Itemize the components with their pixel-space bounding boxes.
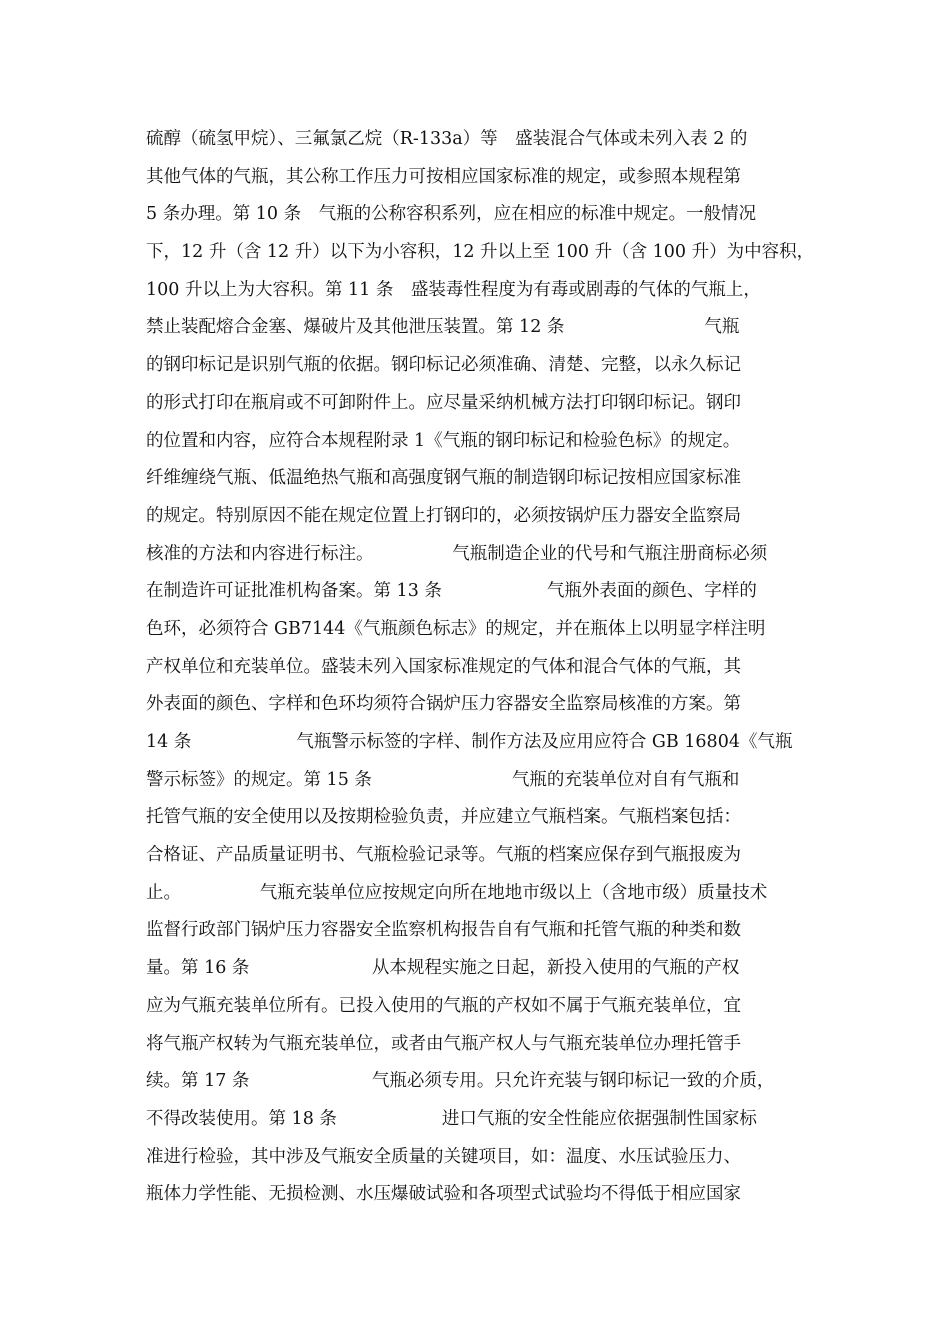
text-line: 不得改装使用。第 18 条 进口气瓶的安全性能应依据强制性国家标 [146, 1108, 757, 1129]
text-line: 警示标签》的规定。第 15 条 气瓶的充装单位对自有气瓶和 [146, 769, 740, 790]
body-text [146, 121, 826, 1214]
text-line: 14 条 气瓶警示标签的字样、制作方法及应用应符合 GB 16804《气瓶 [146, 732, 793, 752]
text-line: 在制造许可证批准机构备案。第 13 条 气瓶外表面的颜色、字样的 [146, 581, 757, 602]
text-line: 下，12 升（含 12 升）以下为小容积，12 升以上至 100 升（含 100 升）为中容积， [146, 242, 815, 263]
text-line: 的形式打印在瓶肩或不可卸附件上。应尽量采纳机械方法打印钢印标记。钢印 [146, 392, 741, 413]
text-line: 合格证、产品质量证明书、气瓶检验记录等。气瓶的档案应保存到气瓶报废为 [146, 845, 741, 866]
text-line: 其他气体的气瓶，其公称工作压力可按相应国家标准的规定，或参照本规程第 [146, 166, 741, 187]
text-line: 监督行政部门锅炉压力容器安全监察机构报告自有气瓶和托管气瓶的种类和数 [146, 920, 741, 941]
text-line: 的规定。特别原因不能在规定位置上打钢印的，必须按锅炉压力器安全监察局 [146, 505, 741, 526]
text-line: 外表面的颜色、字样和色环均须符合锅炉压力容器安全监察局核准的方案。第 [146, 694, 741, 715]
text-line: 量。第 16 条 从本规程实施之日起，新投入使用的气瓶的产权 [146, 958, 740, 979]
text-line: 止。 气瓶充装单位应按规定向所在地地市级以上（含地市级）质量技术 [146, 882, 768, 903]
text-line: 禁止装配熔合金塞、爆破片及其他泄压装置。第 12 条 气瓶 [146, 317, 740, 338]
text-line: 托管气瓶的安全使用以及按期检验负责，并应建立气瓶档案。气瓶档案包括： [146, 807, 741, 828]
text-line: 的位置和内容，应符合本规程附录 1《气瓶的钢印标记和检验色标》的规定。 [146, 430, 741, 451]
text-line: 硫醇（硫氢甲烷）、三氟氯乙烷（R-133a）等 盛装混合气体或未列入表 2 的 [146, 129, 748, 149]
text-line: 产权单位和充装单位。盛装未列入国家标准规定的气体和混合气体的气瓶，其 [146, 656, 741, 677]
text-line: 色环，必须符合 GB7144《气瓶颜色标志》的规定，并在瓶体上以明显字样注明 [146, 618, 766, 639]
text-line: 的钢印标记是识别气瓶的依据。钢印标记必须准确、清楚、完整，以永久标记 [146, 355, 741, 376]
text-line: 核准的方法和内容进行标注。 气瓶制造企业的代号和气瓶注册商标必须 [146, 543, 768, 564]
text-line: 应为气瓶充装单位所有。已投入使用的气瓶的产权如不属于气瓶充装单位，宜 [146, 995, 741, 1016]
text-line: 将气瓶产权转为气瓶充装单位，或者由气瓶产权人与气瓶充装单位办理托管手 [146, 1033, 741, 1054]
text-line: 准进行检验，其中涉及气瓶安全质量的关键项目，如：温度、水压试验压力、 [146, 1146, 741, 1167]
text-line: 续。第 17 条 气瓶必须专用。只允许充装与钢印标记一致的介质， [146, 1071, 775, 1092]
text-line: 纤维缠绕气瓶、低温绝热气瓶和高强度钢气瓶的制造钢印标记按相应国家标准 [146, 468, 741, 489]
text-line: 瓶体力学性能、无损检测、水压爆破试验和各项型式试验均不得低于相应国家 [146, 1184, 741, 1205]
text-line: 100 升以上为大容积。第 11 条 盛装毒性程度为有毒或剧毒的气体的气瓶上， [146, 279, 761, 300]
text-line: 5 条办理。第 10 条 气瓶的公称容积系列，应在相应的标准中规定。一般情况 [146, 204, 757, 225]
